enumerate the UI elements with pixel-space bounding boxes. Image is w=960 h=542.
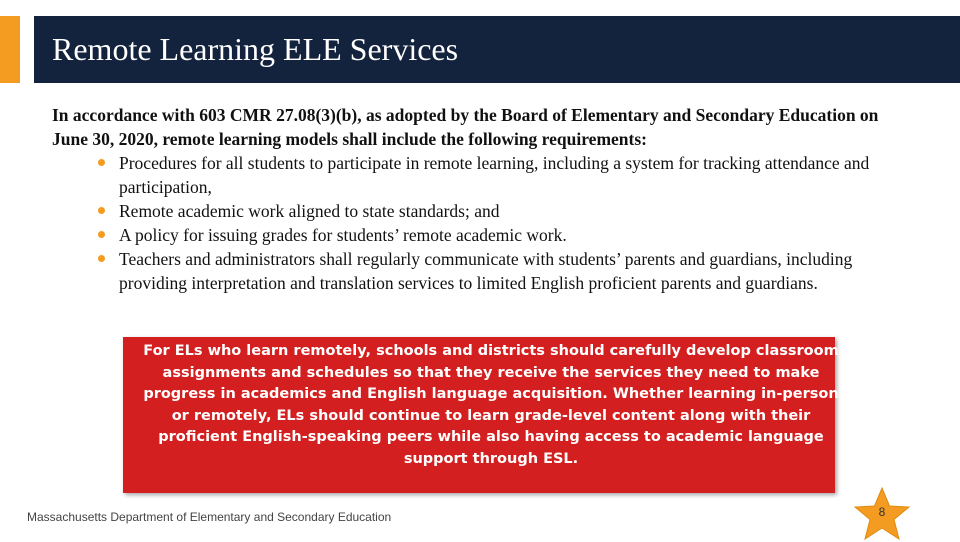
bullet-dot-icon xyxy=(98,159,105,166)
list-item xyxy=(119,223,919,247)
requirement-text: Teachers and administrators shall regularly communicate with students’ parents and guardians, including providing interpretation and translation services to limited English proficient parents and guardians. xyxy=(119,249,853,293)
list-item xyxy=(119,151,919,199)
list-item xyxy=(119,247,919,295)
bullet-dot-icon xyxy=(98,255,105,262)
slide-title: Remote Learning ELE Services xyxy=(52,31,459,67)
bullet-dot-icon xyxy=(98,231,105,238)
requirement-text: Procedures for all students to participate in remote learning, including a system for tracking attendance and participation, xyxy=(119,153,870,197)
bullet-dot-icon xyxy=(98,207,105,214)
title-accent-bar xyxy=(0,16,20,83)
page-number: 8 xyxy=(878,505,886,519)
list-item xyxy=(119,199,919,223)
requirement-text: Remote academic work aligned to state standards; and xyxy=(119,201,500,221)
footer-organization: Massachusetts Department of Elementary and Secondary Education xyxy=(27,510,392,524)
intro-paragraph: In accordance with 603 CMR 27.08(3)(b), as adopted by the Board of Elementary and Secondary Education on June 30, 2020, remote learning models shall include the following requirements: xyxy=(52,105,879,149)
requirements-list xyxy=(119,151,919,295)
requirement-text: A policy for issuing grades for students’ remote academic work. xyxy=(119,225,567,245)
callout-text: For ELs who learn remotely, schools and districts should carefully develop classroom assignments and schedules so that they receive the services they need to make progress in academics and English language acquisition. Whether learning in-person or remotely, ELs should continue to learn grade-level content along with their proficient English-speaking peers while also having access to academic language support through ESL. xyxy=(143,343,839,467)
